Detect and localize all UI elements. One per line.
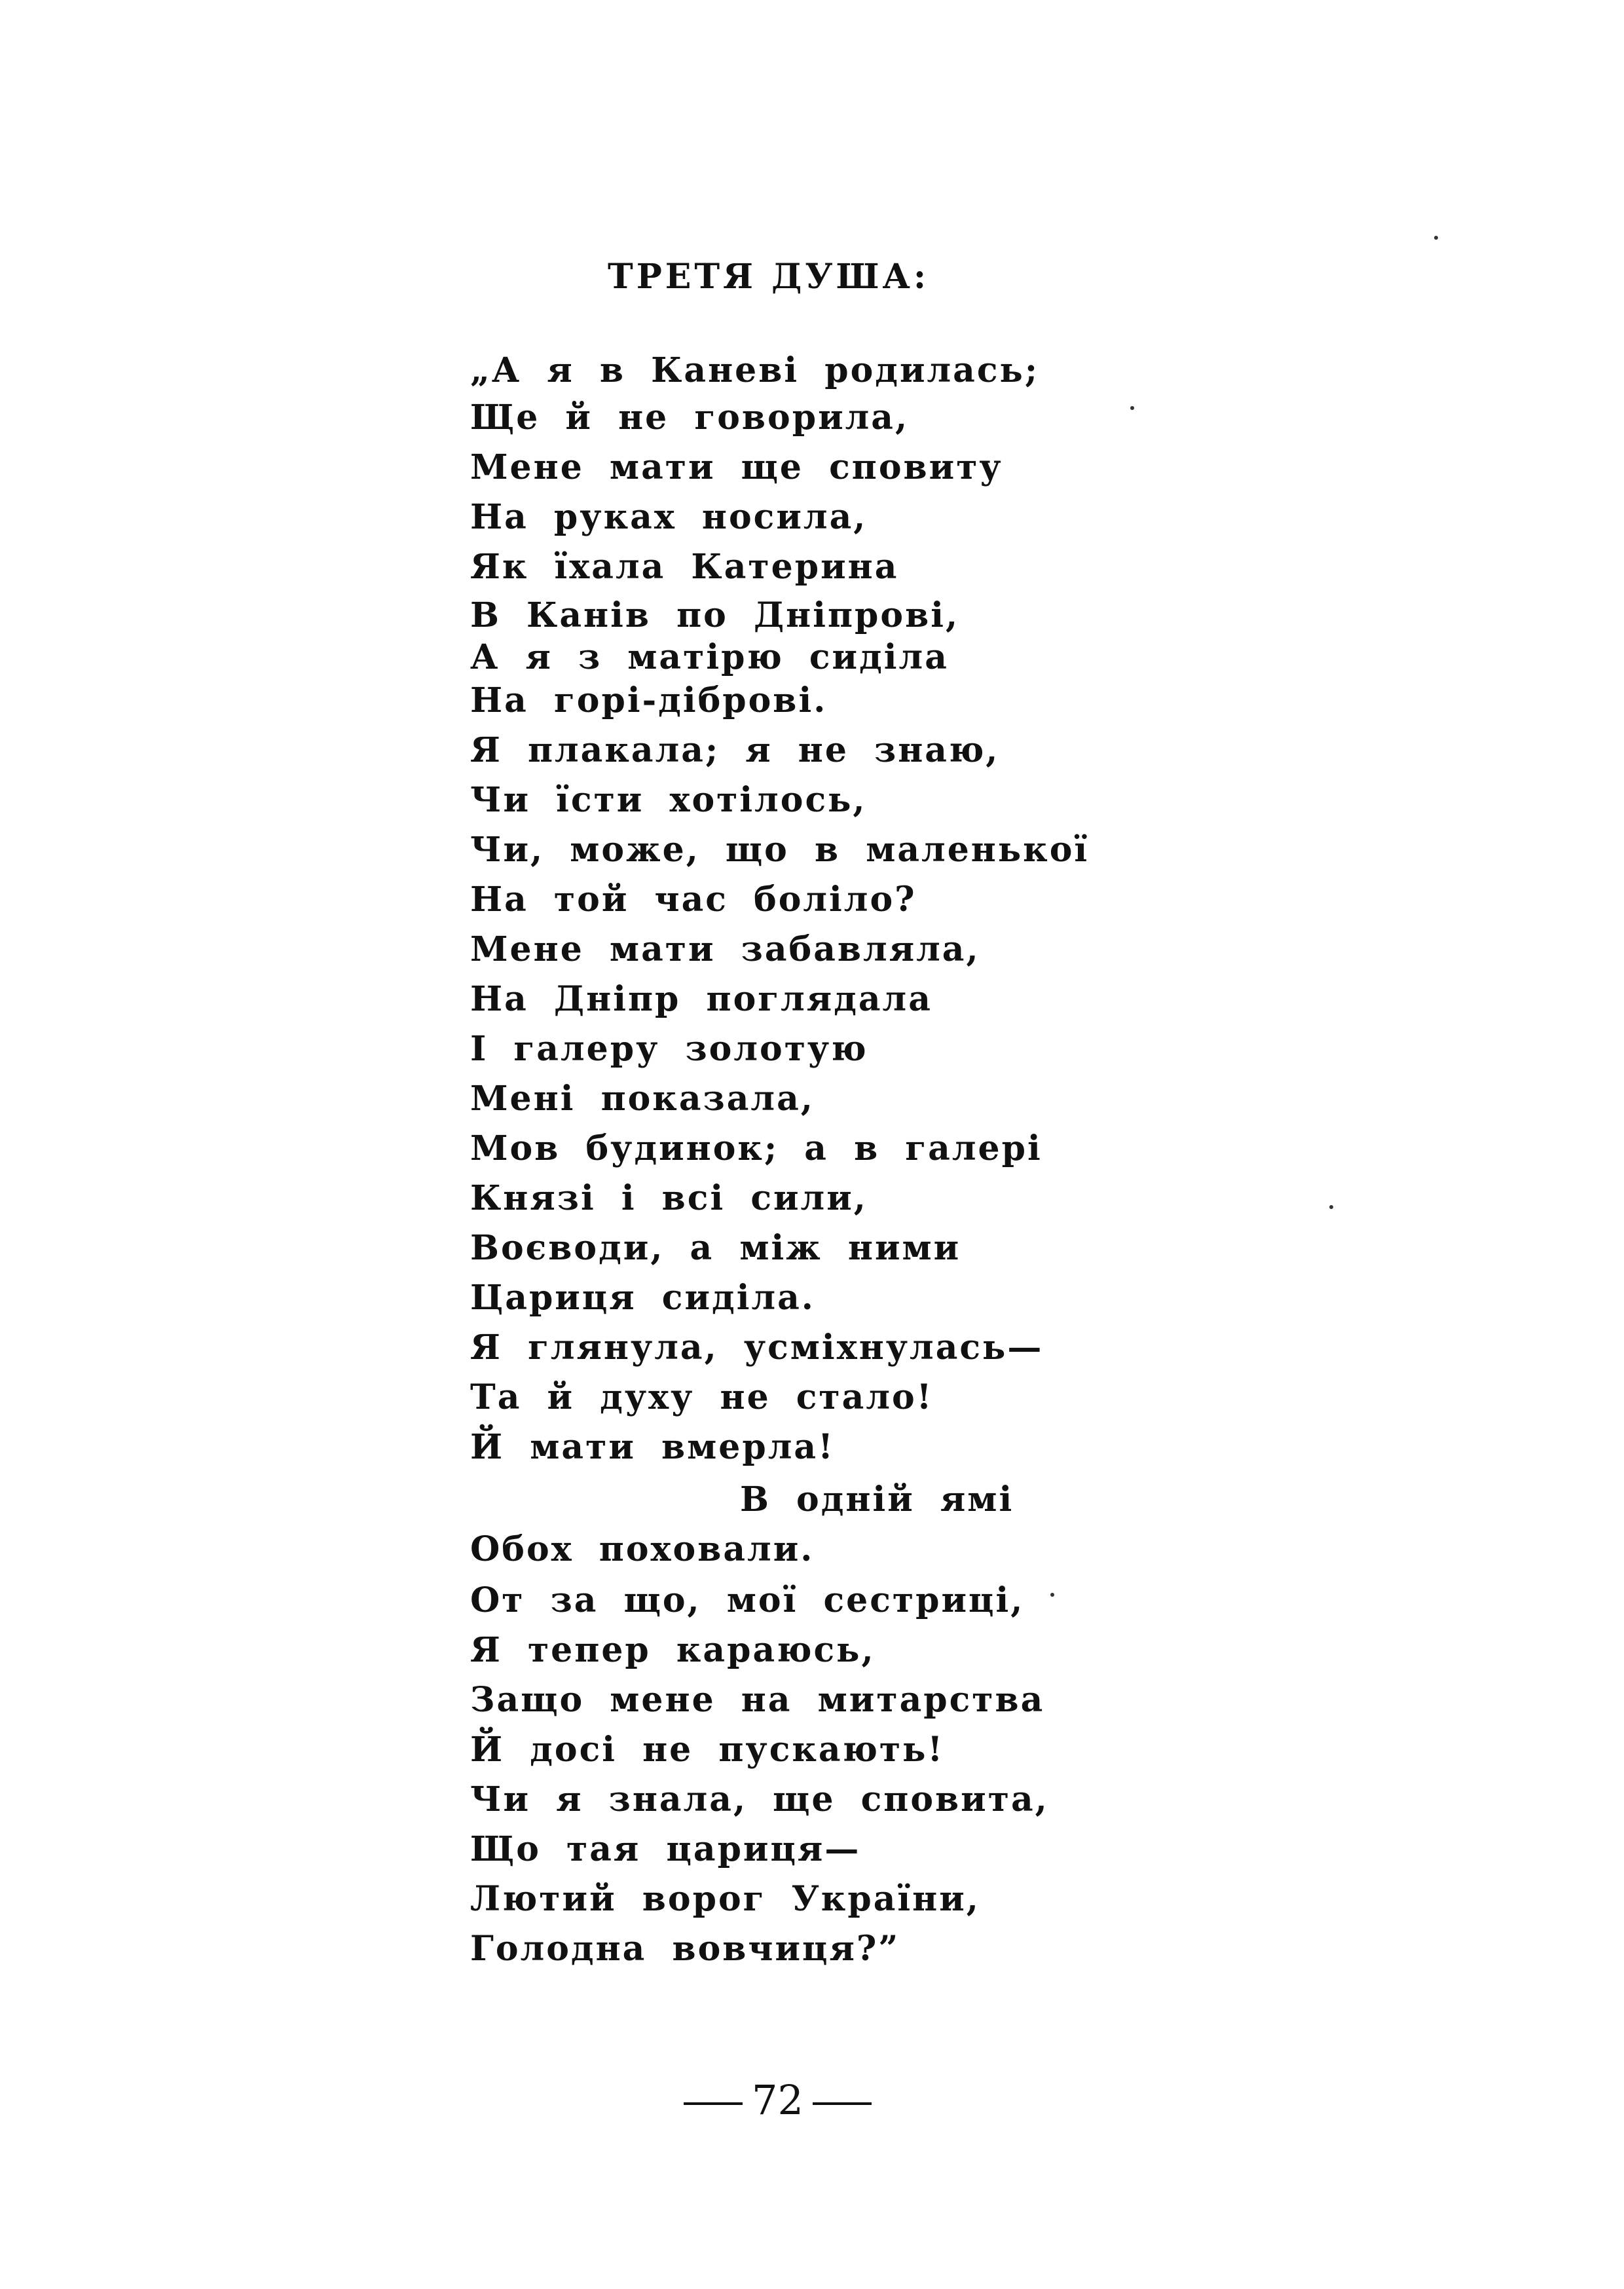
verse-line: Чи я знала, ще сповита, (470, 1779, 1049, 1819)
verse-line: Що тая цариця— (470, 1829, 861, 1869)
verse-line: Й досі не пускають! (470, 1730, 945, 1770)
verse-line: Воєводи, а між ними (470, 1228, 961, 1268)
verse-line: І галеру золотую (470, 1029, 868, 1069)
print-speck (1329, 1205, 1333, 1209)
verse-line: Я плакала; я не знаю, (470, 730, 1000, 770)
print-speck (1130, 406, 1134, 410)
verse-line: Лютий ворог України, (470, 1879, 980, 1919)
verse-line: „А я в Каневі родилась; (470, 350, 1040, 390)
verse-line: В одній ямі (740, 1479, 1014, 1519)
verse-line: На той час боліло? (470, 880, 917, 920)
verse-line: Князі і всі сили, (470, 1178, 868, 1218)
verse-line: Обох поховали. (470, 1529, 815, 1569)
verse-line: На руках носила, (470, 497, 868, 537)
verse-line: Чи, може, що в маленької (470, 830, 1090, 870)
verse-line: Як їхала Катерина (470, 547, 899, 587)
verse-line: Я глянула, усміхнулась— (470, 1328, 1044, 1368)
page-number (674, 2076, 881, 2124)
verse-line: Я тепер караюсь, (470, 1630, 876, 1670)
verse-line: Чи їсти хотілось, (470, 780, 867, 820)
print-speck (1434, 236, 1438, 240)
verse-line: А я з матірю сиділа (470, 637, 949, 677)
verse-line: Ще й не говорила, (470, 398, 910, 437)
print-speck (1050, 1593, 1054, 1597)
verse-line: Й мати вмерла! (470, 1427, 835, 1467)
dash-right (813, 2102, 872, 2105)
verse-line: На горі-діброві. (470, 680, 828, 720)
verse-line: От за що, мої сестриці, (470, 1580, 1025, 1620)
page-number-value: 72 (752, 2076, 803, 2124)
verse-line: Цариця сиділа. (470, 1278, 815, 1318)
verse-line: Мене мати ще сповиту (470, 447, 1003, 487)
verse-line: Мені показала, (470, 1079, 815, 1119)
verse-line: Голодна вовчиця?” (470, 1929, 900, 1969)
poem-heading: ТРЕТЯ ДУША: (608, 257, 930, 297)
verse-line: Защо мене на митарства (470, 1680, 1045, 1720)
verse-line: На Дніпр поглядала (470, 979, 932, 1019)
dash-left (684, 2102, 743, 2105)
verse-line: Та й духу не стало! (470, 1377, 934, 1417)
verse-line: Мов будинок; а в галері (470, 1128, 1043, 1168)
verse-line: Мене мати забавляла, (470, 929, 980, 969)
verse-line: В Канів по Дніпрові, (470, 595, 960, 635)
